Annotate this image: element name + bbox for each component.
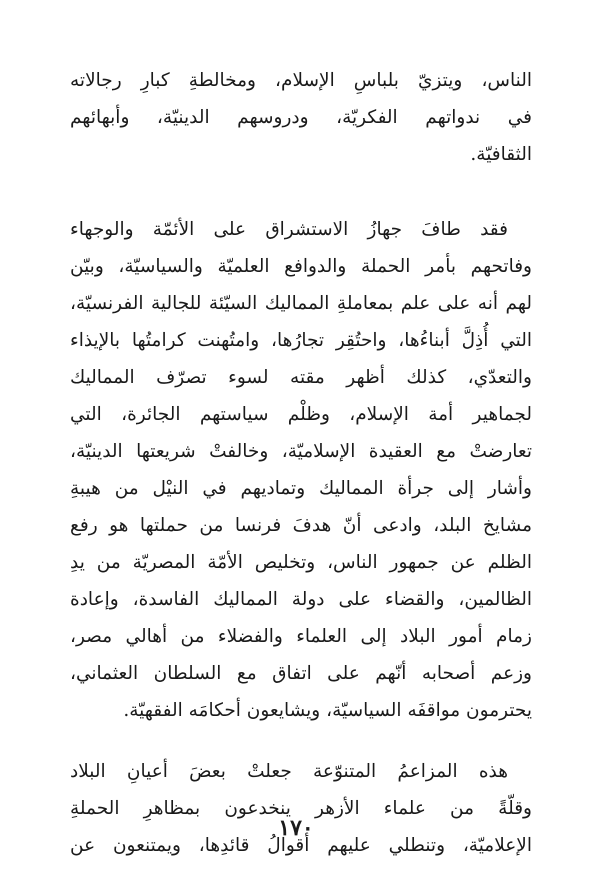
paragraph-1 — [70, 62, 532, 173]
text-line: زمام أمور البلاد إلى العلماء والفضلاء من أهالي مصر، — [70, 626, 532, 647]
text-line: لهم أنه على علم بمعاملةِ المماليك السيّئة للجالية الفرنسيّة، — [70, 293, 532, 314]
text-line: لجماهير أمة الإسلام، وظلْم سياستهم الجائرة، التي — [70, 404, 532, 425]
text-line: الظلم عن جمهور الناس، وتخليص الأمّة المصريّة من يدِ — [70, 552, 532, 573]
text-line: وزعم أصحابه أنّهم على اتفاق مع السلطان العثماني، — [70, 663, 532, 684]
text-line: في ندواتهم الفكريّة، ودروسهم الدينيّة، وأبهائهم — [70, 107, 532, 128]
text-line: وأشار إلى جرأة المماليك وتماديهم في النيْل من هيبةِ — [70, 478, 532, 499]
text-line: الإعلاميّة، وتنطلي عليهم أقوالُ قائدِها، ويمتنعون عن — [70, 835, 532, 856]
text-line: التي أُذِلَّ أبناءُها، واحتُقِر تجارُها، وامتُهنت كرامتُها بالإيذاء — [70, 330, 532, 351]
paragraph-3 — [70, 753, 532, 864]
text-line: وفاتحهم بأمر الحملة والدوافع العلميّة والسياسيّة، وبيّن — [70, 256, 532, 277]
text-line: يحترمون مواقفَه السياسيّة، ويشايعون أحكامَه الفقهيّة. — [123, 700, 532, 721]
paragraph-spacer — [70, 729, 532, 753]
text-line: مشايخ البلد، وادعى أنّ هدفَ فرنسا من حملتها هو رفع — [70, 515, 532, 536]
page-number: ١٧٠ — [278, 815, 314, 841]
text-line: تعارضتْ مع العقيدة الإسلاميّة، وخالفتْ شريعتها الدينيّة، — [70, 441, 532, 462]
text-line: فقد طافَ جهازُ الاستشراق على الأئمّة والوجهاء — [70, 219, 508, 240]
text-line: والتعدّي، كذلك أظهر مقته لسوء تصرّف المماليك — [70, 367, 532, 388]
text-line: وقلّةً من علماء الأزهر ينخدعون بمظاهرِ الحملةِ — [70, 798, 532, 819]
paragraph-spacer — [70, 173, 532, 211]
paragraph-2 — [70, 211, 532, 729]
text-line: الثقافيّة. — [470, 144, 532, 165]
page-text-block — [70, 62, 532, 864]
text-line: الناس، ويتزيّ بلباسِ الإسلام، ومخالطةِ كبارِ رجالاته — [70, 70, 532, 91]
text-line: الظالمين، والقضاء على دولة المماليك الفاسدة، وإعادة — [70, 589, 532, 610]
text-line: هذه المزاعمُ المتنوّعة جعلتْ بعضَ أعيانِ البلاد — [70, 761, 508, 782]
